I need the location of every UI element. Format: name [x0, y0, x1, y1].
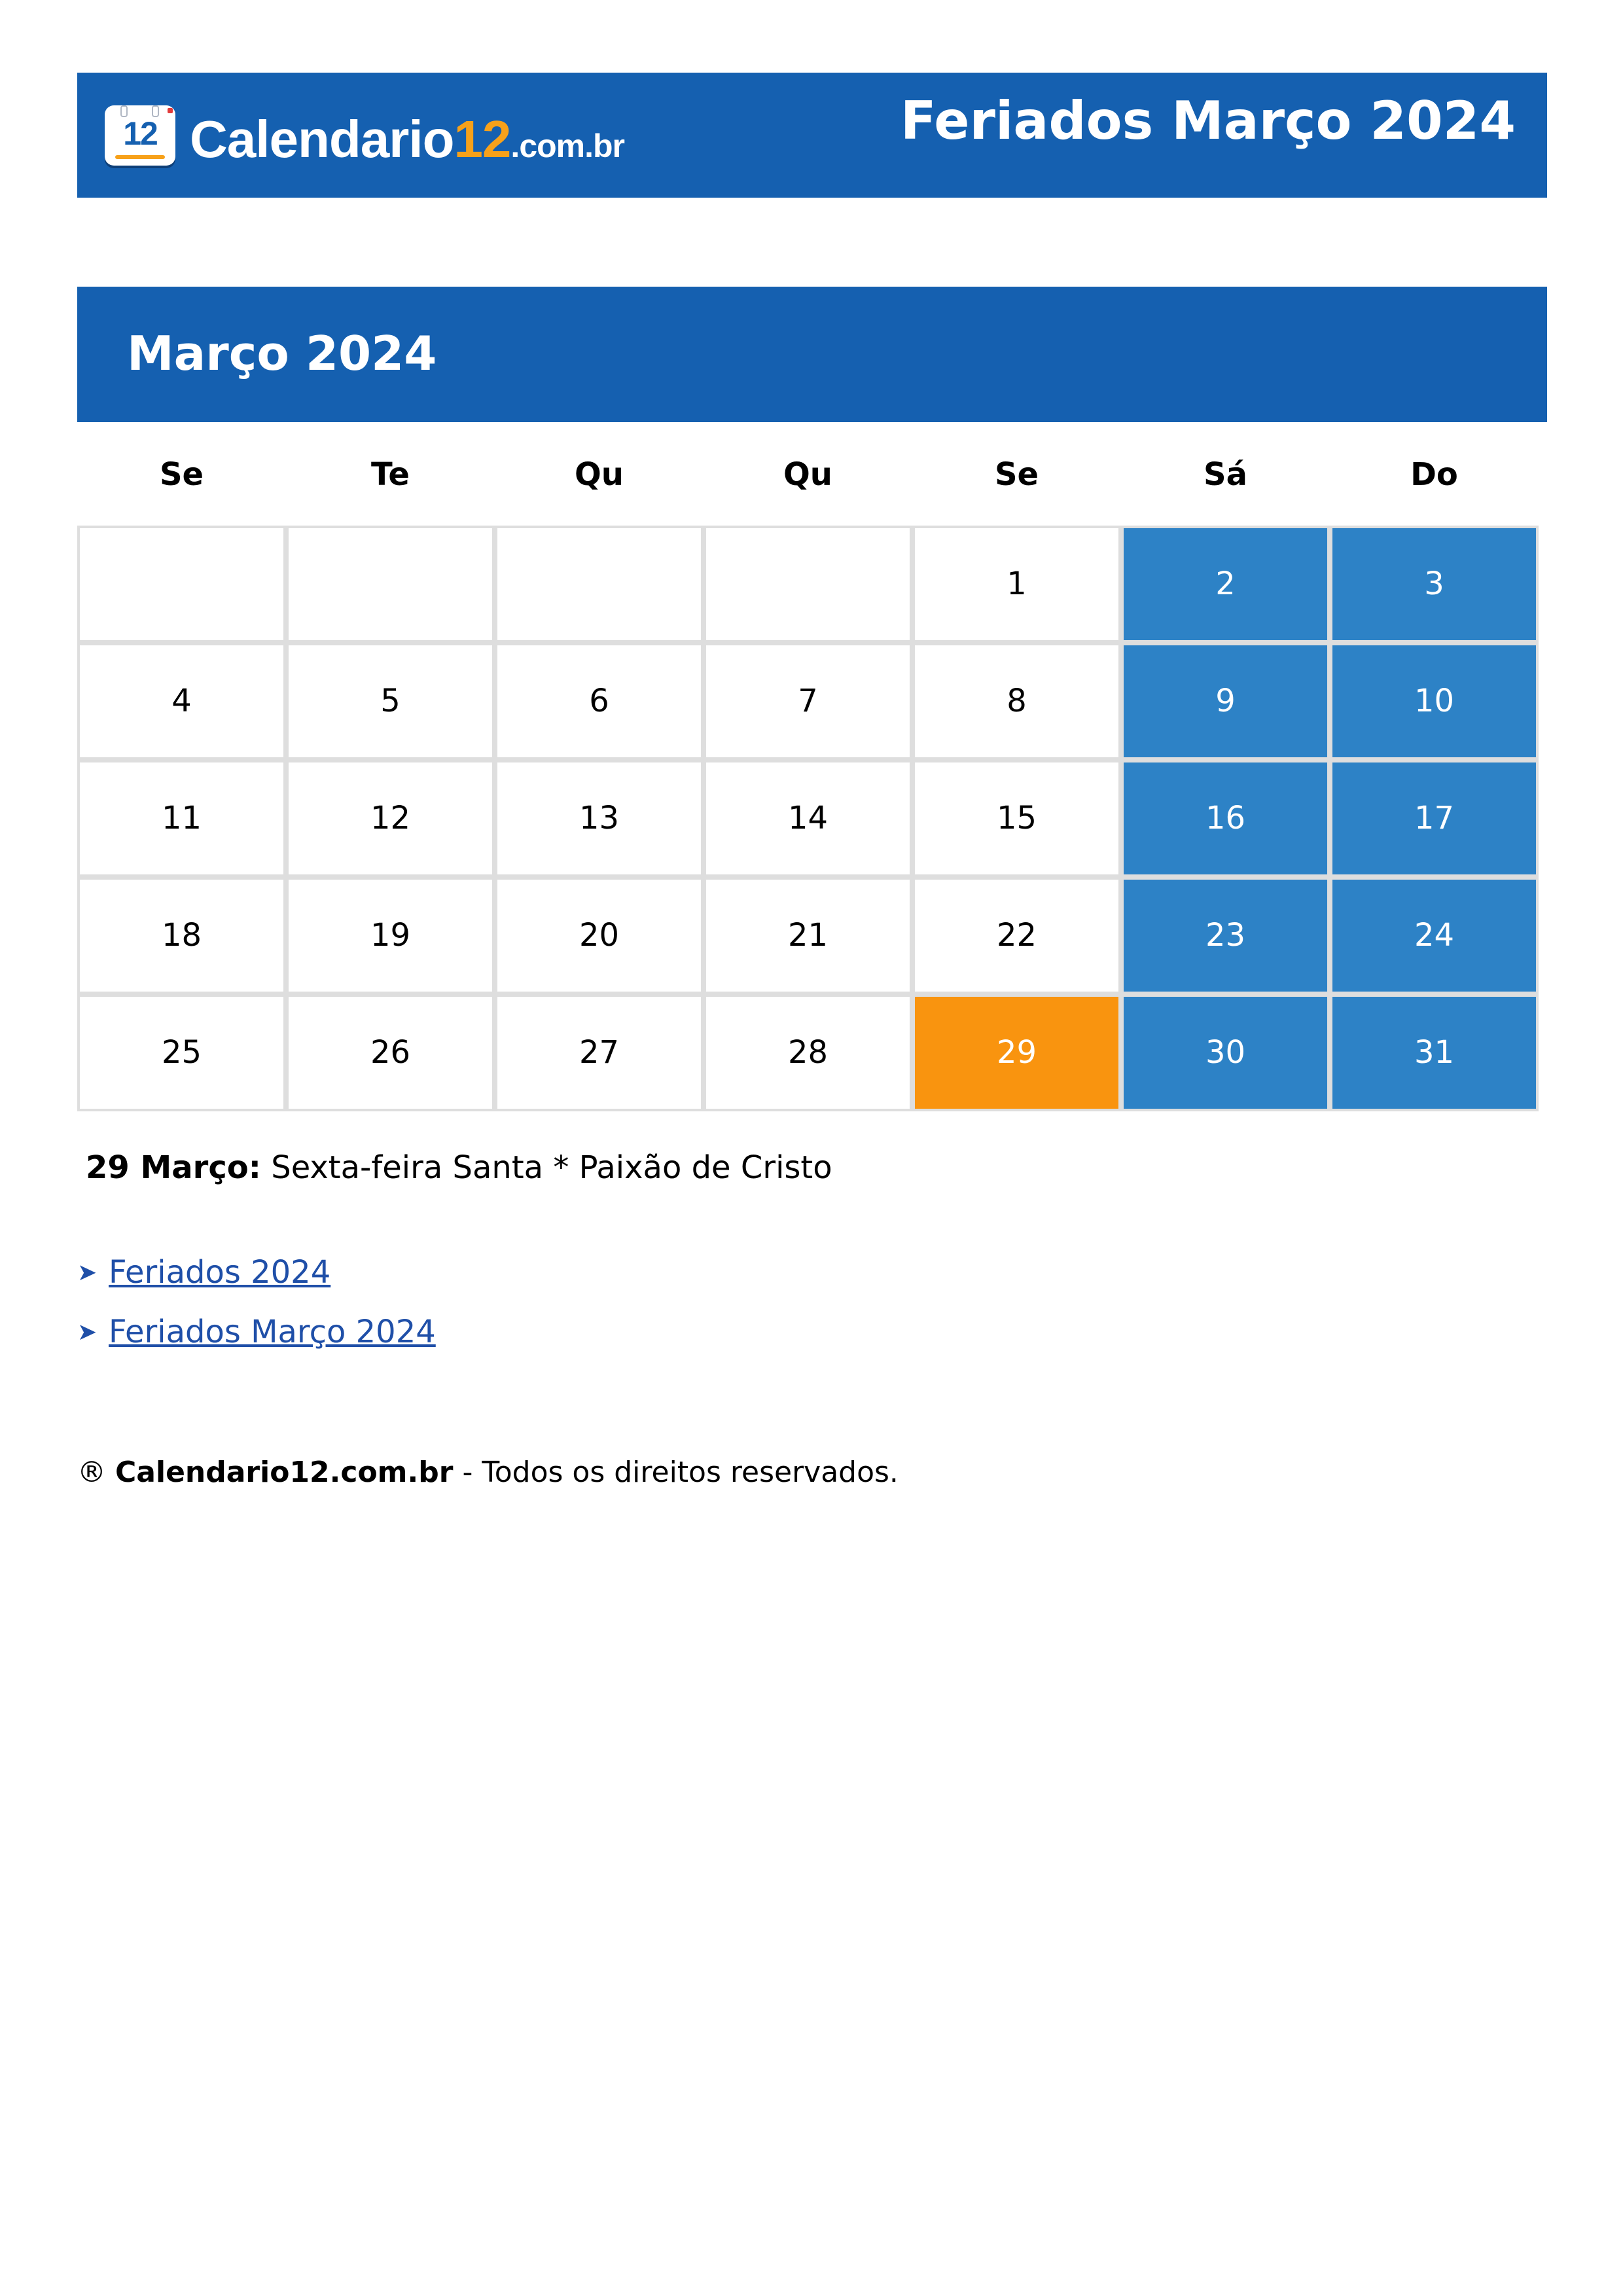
calendar-grid	[77, 526, 1538, 1112]
footer-text: - Todos os direitos reservados.	[462, 1456, 899, 1489]
empty-day-cell	[286, 526, 495, 643]
link-item	[77, 1251, 330, 1294]
holiday-date: 29 Março:	[86, 1149, 261, 1186]
top-banner	[77, 73, 1547, 198]
weekday-label: Sá	[1204, 456, 1247, 493]
link-feriados-marco-2024[interactable]: Feriados Março 2024	[109, 1314, 436, 1350]
day-cell: 10	[1330, 643, 1539, 760]
day-cell: 9	[1121, 643, 1330, 760]
day-cell: 14	[704, 760, 912, 877]
empty-day-cell	[495, 526, 704, 643]
day-cell: 8	[912, 643, 1121, 760]
day-cell: 28	[704, 994, 912, 1111]
day-cell: 11	[77, 760, 286, 877]
day-cell: 25	[77, 994, 286, 1111]
day-cell: 22	[912, 877, 1121, 994]
empty-day-cell	[704, 526, 912, 643]
day-cell: 3	[1330, 526, 1539, 643]
day-cell: 2	[1121, 526, 1330, 643]
day-cell: 27	[495, 994, 704, 1111]
month-header	[77, 287, 1547, 422]
day-cell: 31	[1330, 994, 1539, 1111]
day-cell: 13	[495, 760, 704, 877]
day-cell: 19	[286, 877, 495, 994]
page-title: Feriados Março 2024	[900, 90, 1516, 151]
logo-number: 12	[454, 110, 511, 168]
day-cell: 18	[77, 877, 286, 994]
logo-wordmark	[190, 110, 625, 172]
site-logo[interactable]	[105, 105, 694, 171]
calendar-icon	[105, 105, 175, 166]
day-cell: 12	[286, 760, 495, 877]
day-cell: 21	[704, 877, 912, 994]
footer	[77, 1453, 899, 1492]
day-cell: 20	[495, 877, 704, 994]
day-cell: 7	[704, 643, 912, 760]
link-item	[77, 1311, 436, 1354]
logo-tld: .com.br	[510, 128, 625, 164]
weekday-label: Qu	[783, 456, 832, 493]
footer-site: Calendario12.com.br	[115, 1456, 454, 1489]
arrow-icon: ➤	[77, 1259, 98, 1286]
day-cell: 30	[1121, 994, 1330, 1111]
day-cell: 24	[1330, 877, 1539, 994]
registered-symbol: ®	[77, 1456, 106, 1489]
weekday-label: Se	[994, 456, 1039, 493]
weekday-label: Do	[1410, 456, 1458, 493]
holiday-note	[86, 1147, 832, 1189]
day-cell: 16	[1121, 760, 1330, 877]
weekday-header-row	[77, 452, 1538, 497]
day-cell: 23	[1121, 877, 1330, 994]
day-cell: 15	[912, 760, 1121, 877]
weekday-label: Qu	[575, 456, 624, 493]
holiday-name: Sexta-feira Santa * Paixão de Cristo	[271, 1149, 832, 1186]
arrow-icon: ➤	[77, 1319, 98, 1346]
weekday-label: Te	[371, 456, 410, 493]
day-cell: 1	[912, 526, 1121, 643]
logo-brand: Calendario	[190, 110, 454, 168]
month-title: Março 2024	[127, 326, 437, 381]
weekday-label: Se	[159, 456, 204, 493]
day-cell: 17	[1330, 760, 1539, 877]
calendar-icon-number: 12	[123, 115, 157, 152]
day-cell: 4	[77, 643, 286, 760]
day-cell: 5	[286, 643, 495, 760]
empty-day-cell	[77, 526, 286, 643]
day-cell: 6	[495, 643, 704, 760]
link-feriados-2024[interactable]: Feriados 2024	[109, 1254, 331, 1291]
day-cell: 26	[286, 994, 495, 1111]
day-cell: 29	[912, 994, 1121, 1111]
